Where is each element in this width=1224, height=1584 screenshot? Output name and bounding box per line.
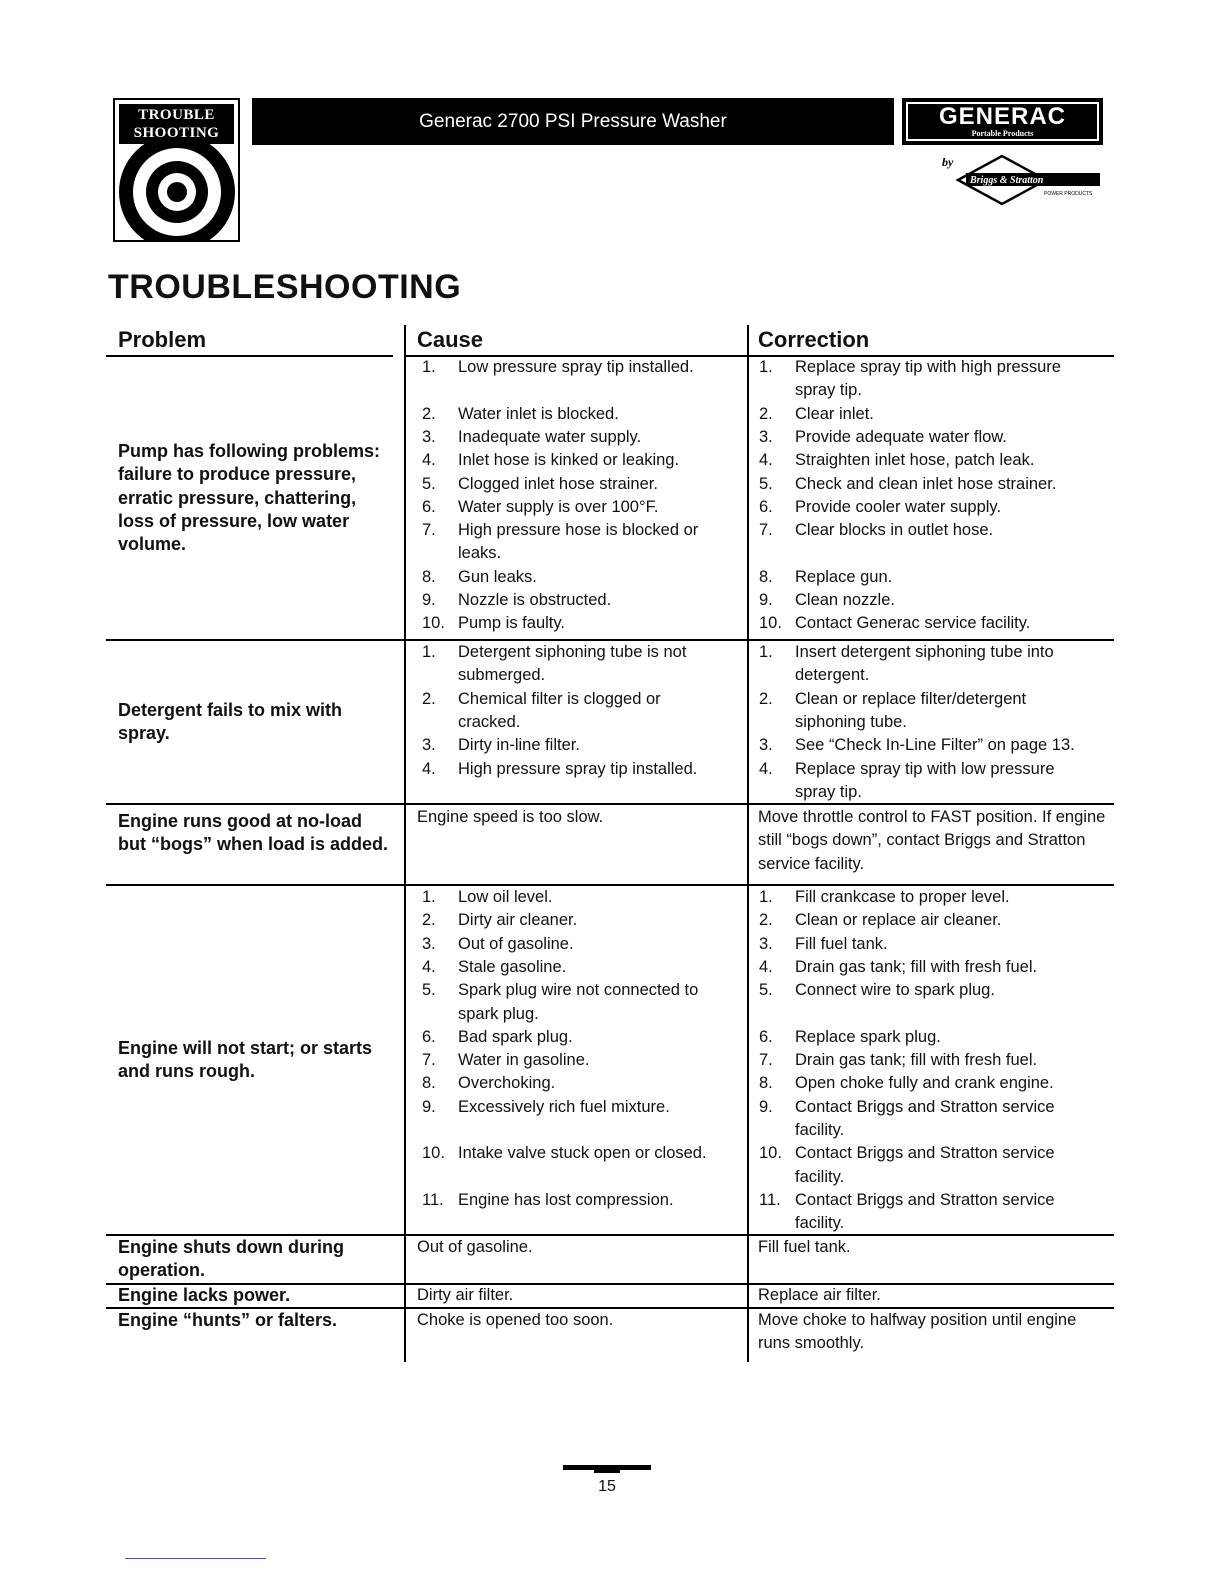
problem-engine-bogs: Engine runs good at no-load but “bogs” when load is added.: [118, 811, 389, 855]
badge-text: [119, 104, 234, 144]
header-cause: Cause: [417, 327, 484, 352]
correction-engine-bogs: Move throttle control to FAST position. If engine still “bogs down”, contact Briggs and Stratton service facility.: [758, 808, 1106, 873]
header-problem: Problem: [118, 327, 207, 352]
cause-engine-hunts: Choke is opened too soon.: [417, 1311, 614, 1329]
correction-engine-lacks-power: Replace air filter.: [758, 1286, 881, 1304]
cause-list-detergent: 1. Detergent siphoning tube is not submerged. 2. Chemical filter is clogged or cracked. 3. Dirty in-line filter. 4. High pressure spray tip installed.: [422, 643, 698, 778]
partner-sub: POWER PRODUCTS: [1044, 191, 1093, 197]
troubleshooting-badge: [113, 98, 240, 242]
correction-engine-hunts: Move choke to halfway position until engine runs smoothly.: [758, 1311, 1077, 1353]
by-text: by: [942, 155, 954, 169]
problem-pump: Pump has following problems: failure to produce pressure, erratic pressure, chattering, loss of pressure, low water volume.: [118, 441, 381, 555]
problem-engine-no-start: Engine will not start; or starts and runs rough.: [118, 1038, 373, 1082]
header-title-bar: [252, 98, 894, 145]
generac-logo: [902, 98, 1103, 145]
cause-list-pump: 1. Low pressure spray tip installed. 2. Water inlet is blocked. 3. Inadequate water supply. 4. Inlet hose is kinked or leaking. 5. Clogged inlet hose strainer. 6. Water supply is over 100°F. 7. High pressure hose is blocked or leaks. 8. Gun leaks. 9. Nozzle is obstructed. 10. Pump is faulty.: [422, 358, 699, 633]
correction-list-pump: 1. Replace spray tip with high pressure spray tip. 2. Clear inlet. 3. Provide adequate water flow. 4. Straighten inlet hose, patch leak. 5. Check and clean inlet hose strainer. 6. Provide cooler water supply. 7. Clear blocks in outlet hose. 8. Replace gun. 9. Clean nozzle. 10. Contact Generac service facility.: [759, 358, 1061, 633]
generac-subtitle: Portable Products: [971, 129, 1034, 138]
generac-wordmark: GENERAC: [938, 103, 1066, 130]
row-divider: [106, 803, 1114, 805]
badge-line1: TROUBLE: [138, 107, 215, 123]
problem-engine-lacks-power: Engine lacks power.: [118, 1285, 291, 1305]
footer-underline: [125, 1558, 266, 1559]
troubleshooting-table: [106, 325, 1114, 1365]
problem-engine-hunts: Engine “hunts” or falters.: [118, 1310, 338, 1330]
cause-list-engine-no-start: 1. Low oil level. 2. Dirty air cleaner. 3. Out of gasoline. 4. Stale gasoline. 5. Spark plug wire not connected to spark plug. 6. Bad spark plug. 7. Water in gasoline. 8. Overchoking. 9. Excessively rich fuel mixture. 10. Intake valve stuck open or closed. 11. Engine has lost compression.: [422, 888, 707, 1209]
cause-engine-lacks-power: Dirty air filter.: [417, 1286, 514, 1304]
column-divider-2: [747, 325, 749, 1362]
header-underline-problem: [106, 355, 393, 357]
correction-list-detergent: 1. Insert detergent siphoning tube into detergent. 2. Clean or replace filter/detergent siphoning tube. 3. See “Check In-Line Filter” on page 13. 4. Replace spray tip with low pressure spray tip.: [759, 643, 1075, 801]
cause-engine-bogs: Engine speed is too slow.: [417, 808, 604, 826]
generac-logo-frame: [906, 102, 1099, 141]
footer-rule-tab: [594, 1470, 620, 1473]
header-title: Generac 2700 PSI Pressure Washer: [419, 110, 727, 132]
correction-engine-shuts-down: Fill fuel tank.: [758, 1238, 851, 1256]
page-title: TROUBLESHOOTING: [108, 268, 462, 306]
page-number: 15: [598, 1478, 616, 1495]
correction-list-engine-no-start: 1. Fill crankcase to proper level. 2. Clean or replace air cleaner. 3. Fill fuel tank. 4. Drain gas tank; fill with fresh fuel. 5. Connect wire to spark plug. 6. Replace spark plug. 7. Drain gas tank; fill with fresh fuel. 8. Open choke fully and crank engine. 9. Contact Briggs and Stratton service facility. 10. Contact Briggs and Stratton service facility. 11. Contact Briggs and Stratton service facility.: [759, 888, 1055, 1233]
header-correction: Correction: [758, 327, 870, 352]
partner-name: Briggs & Stratton: [970, 175, 1044, 186]
problem-engine-shuts-down: Engine shuts down during operation.: [118, 1237, 344, 1281]
problem-detergent: Detergent fails to mix with spray.: [118, 700, 343, 744]
target-icon: [117, 144, 236, 240]
cause-engine-shuts-down: Out of gasoline.: [417, 1238, 533, 1256]
briggs-stratton-logo: [940, 150, 1100, 208]
column-divider-1: [404, 325, 406, 1362]
badge-line2: SHOOTING: [133, 125, 220, 141]
